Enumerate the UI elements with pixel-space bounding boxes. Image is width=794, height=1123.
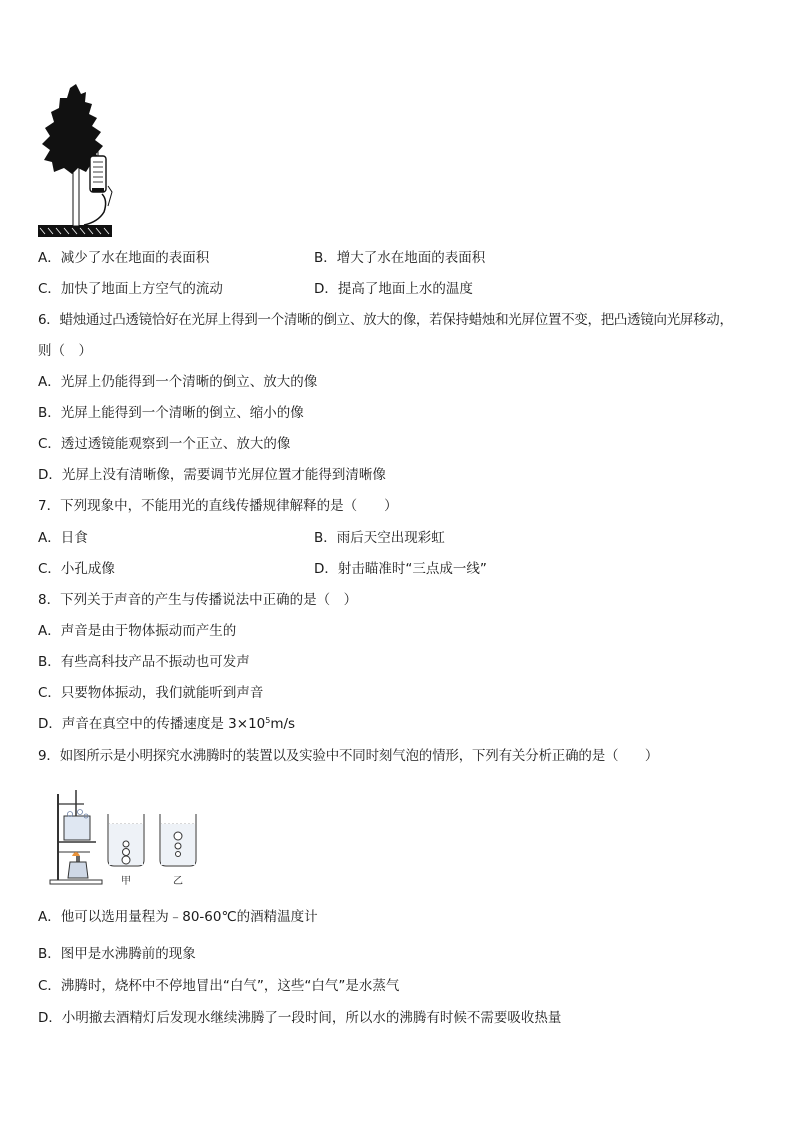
q9-option-d: D．小明撤去酒精灯后发现水继续沸腾了一段时间，所以水的沸腾有时候不需要吸收热量	[38, 1010, 562, 1026]
q6-stem-line2: 则（ ）	[38, 343, 92, 359]
q7-option-c: C．小孔成像	[38, 561, 115, 577]
q8-option-d-text: D．声音在真空中的传播速度是 3×10	[38, 716, 266, 732]
q8-option-a: A．声音是由于物体振动而产生的	[38, 623, 237, 639]
boiling-experiment-figure	[46, 786, 206, 890]
q6-option-c: C．透过透镜能观察到一个正立、放大的像	[38, 436, 291, 452]
q6-option-a: A．光屏上仍能得到一个清晰的倒立、放大的像	[38, 374, 318, 390]
q5-option-c: C．加快了地面上方空气的流动	[38, 281, 223, 297]
figure-label-jia: 甲	[121, 876, 131, 887]
q5-option-a: A．减少了水在地面的表面积	[38, 250, 210, 266]
q8-option-c: C．只要物体振动，我们就能听到声音	[38, 685, 264, 701]
q5-option-b: B．增大了水在地面的表面积	[314, 250, 486, 266]
q9-option-a: A．他可以选用量程为﹣80-60℃的酒精温度计	[38, 909, 318, 925]
q7-option-a: A．日食	[38, 530, 88, 546]
q8-option-d-unit: m/s	[270, 716, 296, 732]
q6-option-d: D．光屏上没有清晰像，需要调节光屏位置才能得到清晰像	[38, 467, 386, 483]
q8-option-d	[38, 718, 295, 732]
q6-option-b: B．光屏上能得到一个清晰的倒立、缩小的像	[38, 405, 304, 421]
q5-option-d: D．提高了地面上水的温度	[314, 281, 473, 297]
q7-option-b: B．雨后天空出现彩虹	[314, 530, 445, 546]
tree-drip-irrigation-figure	[36, 82, 116, 240]
q7-stem: 7．下列现象中，不能用光的直线传播规律解释的是（ ）	[38, 498, 398, 514]
q9-stem: 9．如图所示是小明探究水沸腾时的装置以及实验中不同时刻气泡的情形，下列有关分析正确的是（ ）	[38, 748, 659, 764]
q9-option-b: B．图甲是水沸腾前的现象	[38, 946, 196, 962]
q9-option-c: C．沸腾时，烧杯中不停地冒出“白气”，这些“白气”是水蒸气	[38, 978, 400, 994]
q8-option-d-exponent: 5	[265, 716, 271, 725]
figure-label-yi: 乙	[173, 876, 183, 887]
q8-option-b: B．有些高科技产品不振动也可发声	[38, 654, 250, 670]
q7-option-d: D．射击瞄准时“三点成一线”	[314, 561, 487, 577]
q8-stem: 8．下列关于声音的产生与传播说法中正确的是（ ）	[38, 592, 358, 608]
q6-stem-line1: 6．蜡烛通过凸透镜恰好在光屏上得到一个清晰的倒立、放大的像，若保持蜡烛和光屏位置不变，把凸透镜向光屏移动，	[38, 312, 733, 328]
